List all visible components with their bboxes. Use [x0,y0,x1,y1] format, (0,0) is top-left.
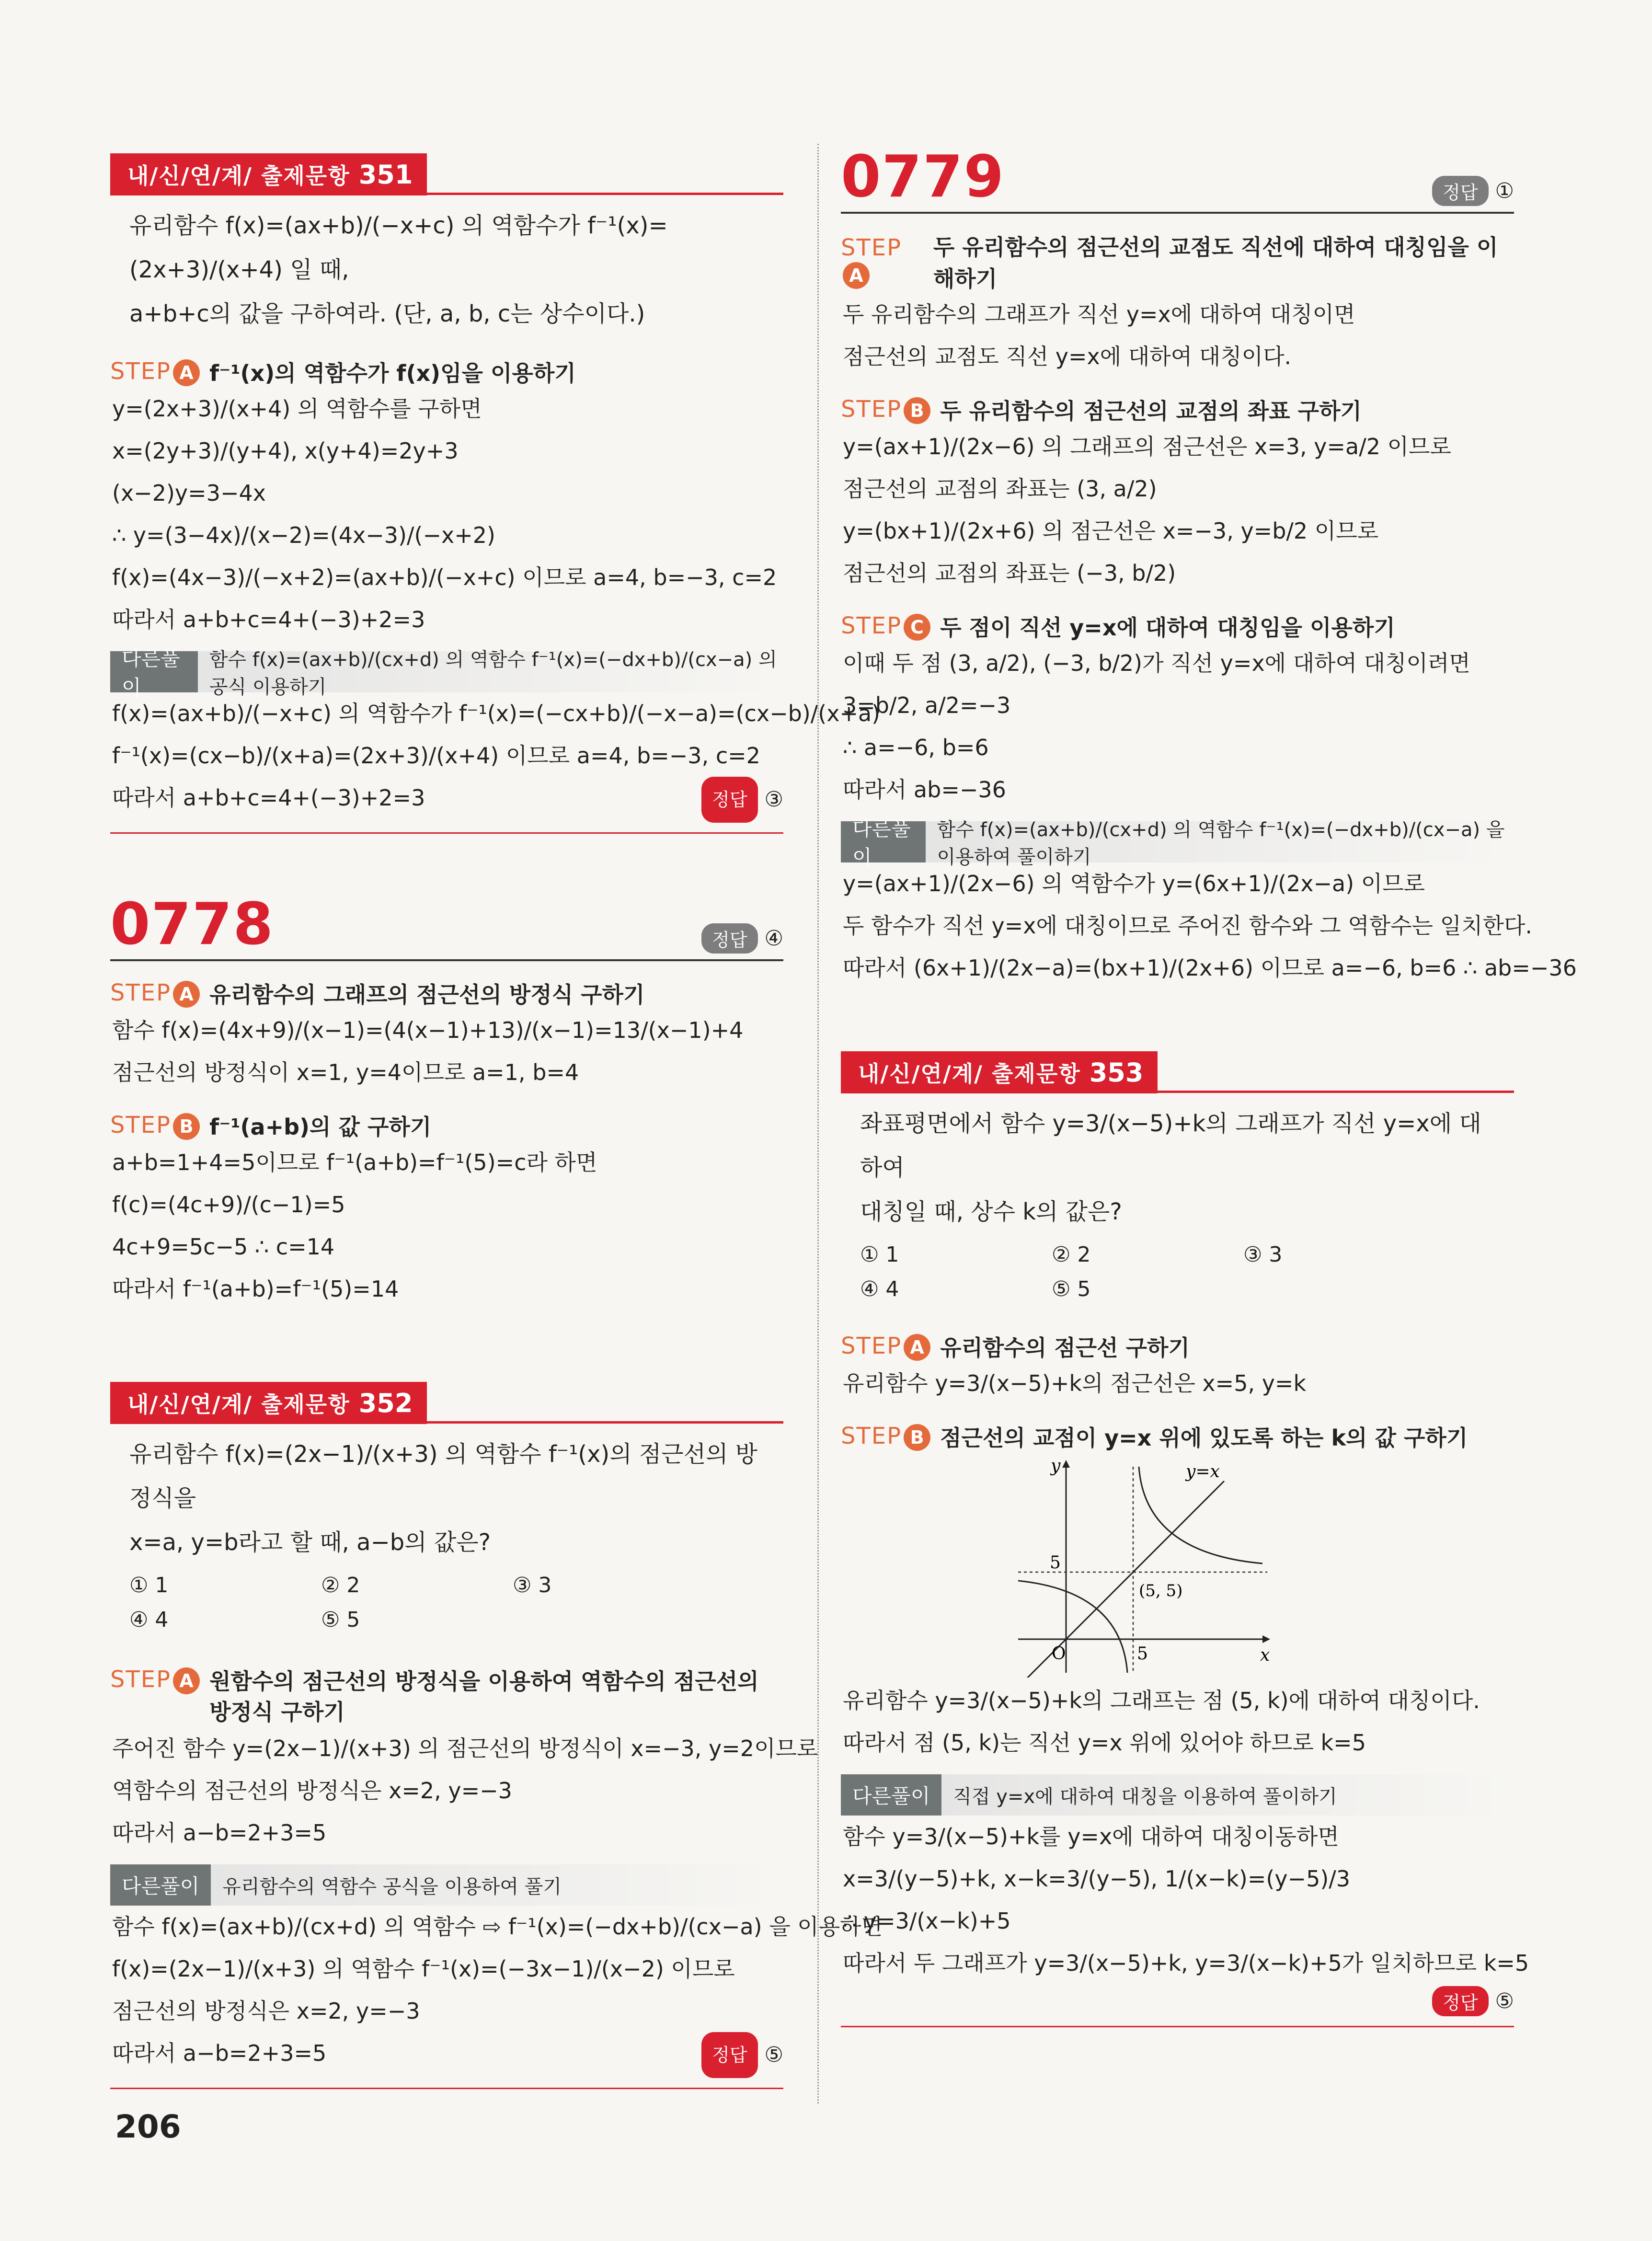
step-a [110,977,783,1009]
solution-line: 점근선의 교점의 좌표는 (3, a/2) [843,476,1157,502]
answer-row [841,1986,1514,2016]
tab-number: 352 [358,1388,413,1418]
tab-label: 내/신/연/계/ 출제문항 [127,1391,350,1417]
step-a [841,1331,1514,1362]
tab-number: 351 [358,159,413,190]
step-tag: STEP B [841,1423,930,1451]
choice: ③ 3 [513,1573,552,1597]
step-a [841,230,1514,293]
hyperbola-graph [1013,1457,1282,1678]
solution-line: 점근선의 방정식은 x=2, y=−3 [112,1998,420,2024]
right-column [841,144,1577,2027]
solution-line: y=(ax+1)/(2x−6) 의 역함수가 y=(6x+1)/(2x−a) 이므로 [843,871,1425,896]
problem-tab [110,1382,427,1424]
alternative-solution-bar [841,817,1514,869]
solution-line: 3=b/2, a/2=−3 [843,692,1011,718]
step-tag: STEP A [110,358,200,386]
step-c [841,610,1514,642]
solution-line: 두 유리함수의 그래프가 직선 y=x에 대하여 대칭이면 [843,301,1355,327]
y-axis-label: y [1051,1457,1061,1476]
solution-line: 따라서 a−b=2+3=5 [112,1820,327,1846]
choices [110,1568,783,1637]
header-rule [110,959,783,961]
problem-question [110,195,783,340]
choice: ① 1 [129,1573,169,1597]
page-number: 206 [115,2108,181,2145]
solution-line: 4c+9=5c−5 ∴ c=14 [112,1234,335,1260]
solution-line-with-answer: 따라서 a−b=2+3=5 정답 ⑤ [110,2032,783,2078]
choice: ③ 3 [1243,1242,1283,1267]
solution-line: 역함수의 점근선의 방정식은 x=2, y=−3 [112,1778,512,1804]
solution-line: 두 함수가 직선 y=x에 대칭이므로 주어진 함수와 그 역함수는 일치한다. [843,913,1532,939]
choice: ① 1 [860,1242,899,1267]
solution-line: 함수 y=3/(x−5)+k를 y=x에 대하여 대칭이동하면 [843,1824,1339,1850]
solution-line: f⁻¹(x)=(cx−b)/(x+a)=(2x+3)/(x+4) 이므로 a=4, b=−3, c=2 [112,743,760,769]
step-a [110,1666,783,1727]
question-line: 유리함수 f(x)=(2x−1)/(x+3) 의 역함수 f⁻¹(x)의 점근선의 방정식을 [129,1441,757,1512]
solution-line: y=(ax+1)/(2x−6) 의 그래프의 점근선은 x=3, y=a/2 이므로 [843,434,1451,460]
step-tag: STEP A [841,1333,930,1361]
problem-353 [841,1051,1514,1307]
answer: 정답 ⑤ [701,2032,783,2078]
problem-tab [110,153,427,195]
problem-351 [110,153,783,340]
origin-label: O [1052,1644,1066,1664]
step-title: 두 유리함수의 점근선의 교점의 좌표 구하기 [940,398,1362,424]
solution-line: f(x)=(ax+b)/(−x+c) 의 역함수가 f⁻¹(x)=(−cx+b)/(−x−a)=(cx−b)/(x+a) [112,701,881,726]
answer: 정답 ③ [701,777,783,823]
step-title: f⁻¹(x)의 역함수가 f(x)임을 이용하기 [209,360,576,386]
problem-question [841,1093,1514,1238]
section-rule [110,832,783,834]
solution-line: x=3/(y−5)+k, x−k=3/(y−5), 1/(x−k)=(y−5)/3 [843,1866,1351,1892]
step-title: 두 유리함수의 점근선의 교점도 직선에 대하여 대칭임을 이해하기 [933,234,1498,292]
alt-text: 함수 f(x)=(ax+b)/(cx+d) 의 역함수 f⁻¹(x)=(−dx+b)/(cx−a) 의 공식 이용하기 [209,649,777,698]
graph [1013,1457,1514,1679]
solution-line: 유리함수 y=3/(x−5)+k의 점근선은 x=5, y=k [843,1370,1307,1396]
solution-line: 함수 f(x)=(4x+9)/(x−1)=(4(x−1)+13)/(x−1)=13/(x−1)+4 [112,1017,744,1043]
solution-line: 이때 두 점 (3, a/2), (−3, b/2)가 직선 y=x에 대하여 대칭이려면 [843,650,1470,676]
choice: ⑤ 5 [1052,1277,1091,1301]
problem-question [110,1424,783,1568]
x-arrow-icon [1262,1635,1270,1643]
step-b [110,1110,783,1141]
alt-label: 다른풀이 [841,821,926,862]
solution-line: a+b=1+4=5이므로 f⁻¹(a+b)=f⁻¹(5)=c라 하면 [112,1149,597,1175]
problem-number: 0778 [110,891,274,958]
x-tick-label: 5 [1137,1644,1148,1664]
problem-header [110,891,783,958]
header-rule [841,212,1514,214]
alt-label: 다른풀이 [110,651,198,692]
line-y-equals-x [1013,1481,1224,1678]
x-axis-label: x [1260,1645,1270,1665]
solution-line: f(x)=(2x−1)/(x+3) 의 역함수 f⁻¹(x)=(−3x−1)/(x−2) 이므로 [112,1956,735,1982]
problem-number: 0779 [841,144,1005,210]
step-title: 점근선의 교점이 y=x 위에 있도록 하는 k의 값 구하기 [940,1425,1468,1451]
solution-line: ∴ y=3/(x−k)+5 [843,1908,1011,1934]
answer: 정답 ④ [701,923,783,954]
question-line: x=a, y=b라고 할 때, a−b의 값은? [129,1529,491,1556]
solution-line: 점근선의 교점도 직선 y=x에 대하여 대칭이다. [843,344,1292,369]
solution-line: 따라서 ab=−36 [843,777,1006,803]
y-tick-label: 5 [1050,1553,1061,1573]
alt-label: 다른풀이 [110,1864,211,1906]
step-tag: STEP B [841,396,930,424]
problem-header [841,144,1514,210]
choices [841,1238,1514,1307]
choice: ② 2 [321,1573,360,1597]
solution-line: ∴ a=−6, b=6 [843,735,989,760]
section-rule [841,2026,1514,2027]
step-b [841,394,1514,425]
step-b [841,1421,1514,1452]
solution-line: y=(2x+3)/(x+4) 의 역함수를 구하면 [112,396,482,422]
alt-text: 직접 y=x에 대하여 대칭을 이용하여 풀이하기 [953,1785,1337,1808]
solution-line: 점근선의 방정식이 x=1, y=4이므로 a=1, b=4 [112,1059,579,1085]
problem-352 [110,1382,783,1637]
question-line: 대칭일 때, 상수 k의 값은? [860,1198,1122,1225]
step-tag: STEP C [841,612,930,641]
tab-label: 내/신/연/계/ 출제문항 [858,1061,1081,1087]
alt-text: 함수 f(x)=(ax+b)/(cx+d) 의 역함수 f⁻¹(x)=(−dx+b)/(cx−a) 을 이용하여 풀이하기 [937,819,1505,868]
choice: ④ 4 [860,1277,899,1301]
step-title: 유리함수의 점근선 구하기 [940,1335,1190,1361]
solution-line: 주어진 함수 y=(2x−1)/(x+3) 의 점근선의 방정식이 x=−3, y=2이므로 [112,1735,818,1761]
step-tag: STEPA [841,234,924,289]
step-title: 두 점이 직선 y=x에 대하여 대칭임을 이용하기 [940,615,1395,641]
step-a [110,356,783,388]
alternative-solution-bar [110,647,783,699]
solution-line: y=(bx+1)/(2x+6) 의 점근선은 x=−3, y=b/2 이므로 [843,518,1379,544]
solution-line: f(x)=(4x−3)/(−x+2)=(ax+b)/(−x+c) 이므로 a=4, b=−3, c=2 [112,564,777,590]
solution-line: 함수 f(x)=(ax+b)/(cx+d) 의 역함수 ⇨ f⁻¹(x)=(−dx+b)/(cx−a) 을 이용하면 [112,1914,883,1940]
solution-line: 점근선의 교점의 좌표는 (−3, b/2) [843,560,1176,586]
answer: 정답 ① [1432,176,1514,206]
column-divider [817,144,819,2103]
step-title: f⁻¹(a+b)의 값 구하기 [209,1114,432,1140]
step-tag: STEP B [110,1112,200,1140]
center-point-label: (5, 5) [1139,1581,1183,1600]
solution-line: ∴ y=(3−4x)/(x−2)=(4x−3)/(−x+2) [112,522,495,548]
question-line: a+b+c의 값을 구하여라. (단, a, b, c는 상수이다.) [129,300,645,327]
choice: ④ 4 [129,1608,169,1632]
solution-line: 따라서 (6x+1)/(2x−a)=(bx+1)/(2x+6) 이므로 a=−6, b=6 ∴ ab=−36 [843,955,1577,981]
tab-number: 353 [1089,1057,1144,1088]
question-line: 유리함수 f(x)=(ax+b)/(−x+c) 의 역함수가 f⁻¹(x)=(2x+3)/(x+4) 일 때, [129,212,668,283]
step-tag: STEP A [110,979,200,1008]
choice: ⑤ 5 [321,1608,360,1632]
problem-0778 [110,891,783,1310]
step-tag: STEP A [110,1666,200,1694]
solution-line: (x−2)y=3−4x [112,480,266,506]
problem-tab [841,1051,1158,1093]
solution-line: 따라서 f⁻¹(a+b)=f⁻¹(5)=14 [112,1276,399,1302]
tab-label: 내/신/연/계/ 출제문항 [127,163,350,189]
solution-line: 따라서 두 그래프가 y=3/(x−5)+k, y=3/(x−k)+5가 일치하므로 k=5 [843,1950,1529,1976]
step-title: 원함수의 점근선의 방정식을 이용하여 역함수의 점근선의 방정식 구하기 [209,1668,759,1725]
solution-line: 따라서 점 (5, k)는 직선 y=x 위에 있어야 하므로 k=5 [843,1730,1366,1756]
solution-line: f(c)=(4c+9)/(c−1)=5 [112,1192,345,1218]
alt-label: 다른풀이 [841,1774,941,1816]
alternative-solution-bar [841,1774,1514,1816]
alternative-solution-bar [110,1864,783,1906]
solution-lines [110,388,783,641]
alt-lines [110,692,881,823]
line-label: y=x [1186,1462,1220,1482]
step-title: 유리함수의 그래프의 점근선의 방정식 구하기 [209,982,645,1008]
y-arrow-icon [1062,1460,1070,1468]
answer: 정답 ⑤ [1432,1986,1514,2016]
section-rule [110,2088,783,2089]
solution-line: 유리함수 y=3/(x−5)+k의 그래프는 점 (5, k)에 대하여 대칭이다. [843,1688,1480,1713]
question-line: 좌표평면에서 함수 y=3/(x−5)+k의 그래프가 직선 y=x에 대하여 [860,1110,1481,1181]
solution-line: x=(2y+3)/(y+4), x(y+4)=2y+3 [112,438,459,464]
solution-line: 따라서 a+b+c=4+(−3)+2=3 [112,607,425,632]
solution-line-with-answer: 따라서 a+b+c=4+(−3)+2=3 정답 ③ [110,777,783,823]
alt-text: 유리함수의 역함수 공식을 이용하여 풀기 [222,1875,562,1898]
choice: ② 2 [1052,1242,1091,1267]
